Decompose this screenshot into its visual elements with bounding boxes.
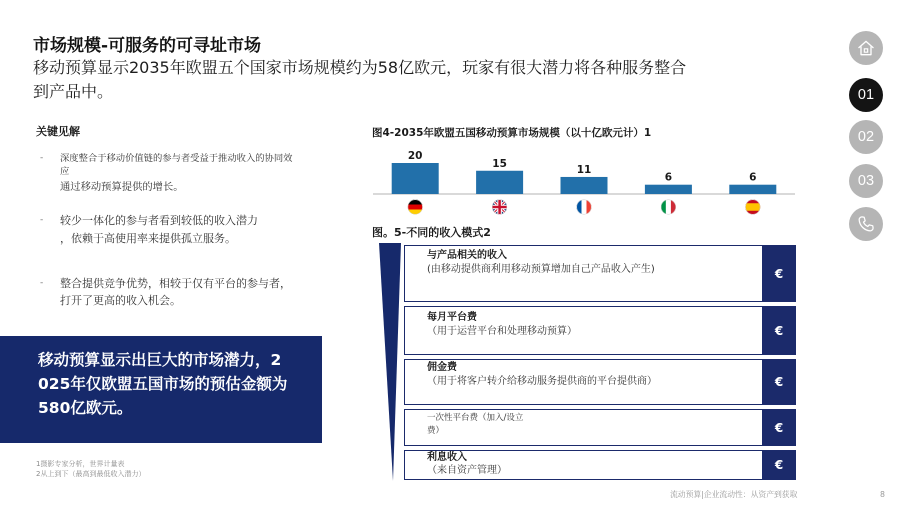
nav-section-03[interactable]: 03 (849, 164, 883, 198)
euro-badge: € (762, 450, 796, 480)
revenue-model-row (404, 409, 796, 446)
bullet-line: 深度整合于移动价值链的参与者受益于推动收入的协同效 (60, 153, 293, 164)
bullet-line: 通过移动预算提供的增长。 (60, 181, 184, 193)
callout-line: 580亿欧元。 (38, 399, 133, 417)
bullet-line: 较少一体化的参与者看到较低的收入潜力 (60, 214, 258, 227)
revenue-model-desc: （用于将客户转介给移动服务提供商的平台提供商） (427, 376, 657, 387)
bar-value-label: 20 (407, 150, 423, 162)
euro-badge: € (762, 359, 796, 405)
revenue-model-desc: （用于运营平台和处理移动预算） (427, 326, 577, 337)
bullet-line: 应 (60, 166, 70, 177)
slide-title: 市场规模-可服务的可寻址市场 (33, 36, 262, 56)
bar-value-label: 15 (492, 157, 507, 170)
subtitle-line: 到产品中。 (33, 82, 114, 101)
phone-icon[interactable] (856, 214, 876, 234)
callout-box (0, 336, 322, 443)
revenue-model-desc: (由移动提供商利用移动预算增加自己产品收入产生) (427, 264, 655, 275)
revenue-models-title: 图。5-不同的收入模式2 (372, 226, 491, 239)
revenue-model-title: 利息收入 (427, 452, 467, 463)
contact-button[interactable] (849, 207, 883, 241)
callout-line: 025年仅欧盟五国市场的预估金额为 (38, 375, 288, 393)
revenue-model-row (404, 359, 796, 405)
spain-flag-icon (745, 200, 760, 215)
insight-bullet (40, 212, 258, 248)
insight-bullet (40, 152, 292, 196)
home-icon[interactable] (856, 38, 876, 58)
bar-1 (392, 163, 439, 194)
callout-text (38, 348, 287, 420)
nav-section-02[interactable]: 02 (849, 120, 883, 154)
nav-section-01[interactable]: 01 (849, 78, 883, 112)
callout-line: 移动预算显示出巨大的市场潜力，2 (38, 351, 282, 369)
home-button[interactable] (849, 31, 883, 65)
bullet-line: 整合提供竞争优势，相较于仅有平台的参与者， (60, 277, 291, 290)
subtitle-line: 移动预算显示2035年欧盟五个国家市场规模约为58亿欧元，玩家有很大潜力将各种服务整合 (33, 58, 687, 77)
france-flag-icon (577, 200, 593, 215)
insight-bullet (40, 275, 291, 309)
chart-title: 图4-2035年欧盟五国移动预算市场规模（以十亿欧元计）1 (372, 127, 652, 139)
market-size-bar-chart (373, 140, 795, 220)
insights-heading: 关键见解 (36, 125, 80, 138)
bar-4 (645, 185, 692, 194)
germany-flag-icon (408, 200, 423, 216)
euro-badge: € (762, 409, 796, 446)
bullet-marker: - (40, 278, 44, 288)
revenue-model-note: 一次性平台费（加入/设立 (427, 413, 524, 423)
revenue-potential-funnel (376, 240, 406, 485)
bar-value-label: 6 (749, 171, 757, 184)
bar-3 (561, 177, 608, 194)
revenue-model-title: 佣金费 (427, 362, 457, 373)
revenue-model-desc: （来自资产管理） (427, 465, 507, 476)
footnote: 1摄影专家分析，世界计量表 (36, 460, 125, 468)
euro-badge: € (762, 245, 796, 302)
euro-badge: € (762, 306, 796, 355)
footer-text: 流动预算|企业流动性：从资产到获取 (670, 490, 798, 499)
bullet-line: ，依赖于高使用率来提供孤立服务。 (60, 232, 236, 245)
revenue-model-row (404, 450, 796, 480)
footnotes (36, 459, 145, 479)
bullet-marker: - (40, 215, 44, 225)
revenue-model-title: 与产品相关的收入 (427, 250, 507, 261)
italy-flag-icon (661, 200, 677, 215)
footnote: 2从上到下（最高到最低收入潜力） (36, 470, 146, 478)
slide-subtitle (33, 56, 686, 104)
bullet-marker: - (40, 153, 44, 163)
revenue-model-title: 每月平台费 (427, 312, 477, 323)
revenue-model-row (404, 245, 796, 302)
bar-2 (476, 171, 523, 194)
bar-value-label: 6 (664, 171, 673, 184)
revenue-model-note: 费） (427, 426, 445, 436)
revenue-model-row (404, 306, 796, 355)
bar-value-label: 11 (576, 163, 592, 176)
uk-flag-icon (492, 200, 507, 215)
funnel-shape (379, 243, 401, 481)
bullet-line: 打开了更高的收入机会。 (60, 294, 181, 307)
page-number: 8 (880, 490, 885, 499)
bar-5 (729, 185, 776, 194)
